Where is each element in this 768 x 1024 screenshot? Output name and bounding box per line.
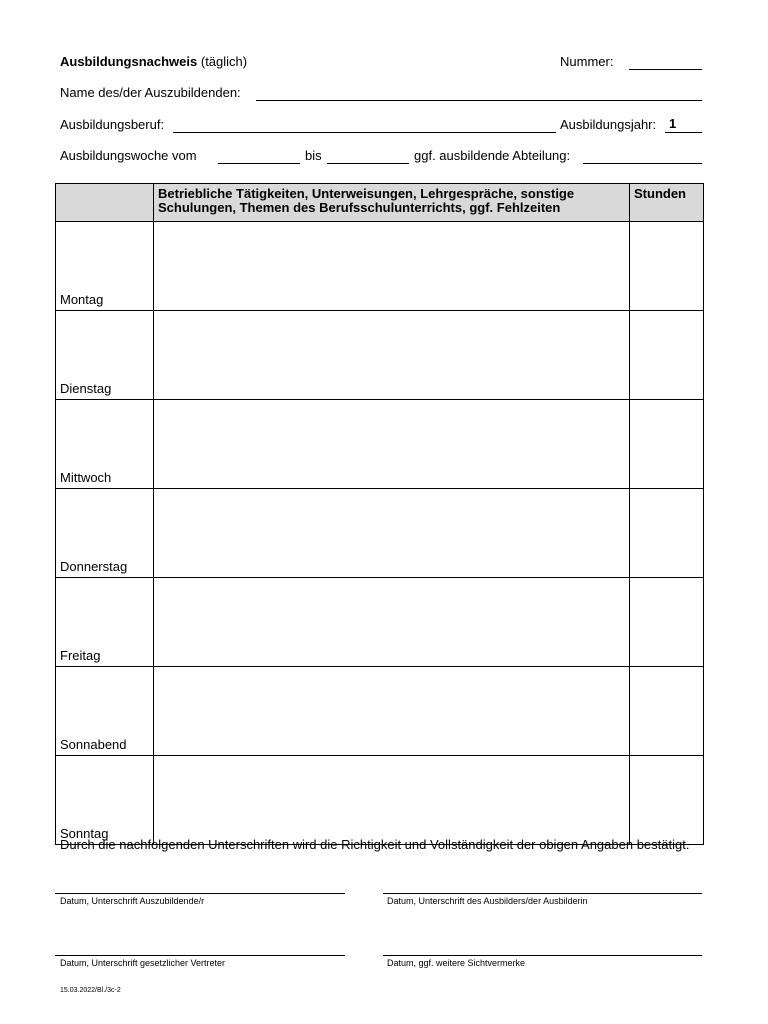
activities-cell[interactable] [154, 489, 630, 578]
jahr-value: 1 [669, 116, 677, 131]
name-field[interactable] [256, 100, 702, 101]
day-label: Freitag [56, 578, 154, 667]
woche-label: Ausbildungswoche vom [60, 148, 197, 163]
activities-cell[interactable] [154, 756, 630, 845]
header-day [56, 184, 154, 222]
day-label: Sonntag [56, 756, 154, 845]
hours-cell[interactable] [630, 667, 704, 756]
table-row [56, 222, 704, 311]
hours-cell[interactable] [630, 311, 704, 400]
activities-cell[interactable] [154, 400, 630, 489]
day-label: Sonnabend [56, 667, 154, 756]
day-label: Donnerstag [56, 489, 154, 578]
nummer-field[interactable] [629, 69, 702, 70]
jahr-label: Ausbildungsjahr: [560, 117, 657, 132]
table-row [56, 667, 704, 756]
abteilung-label: ggf. ausbildende Abteilung: [414, 148, 571, 163]
form-title-bold: Ausbildungsnachweis [60, 54, 198, 69]
table-row [56, 578, 704, 667]
day-label: Mittwoch [56, 400, 154, 489]
hours-cell[interactable] [630, 756, 704, 845]
form-title [60, 54, 247, 69]
beruf-field[interactable] [173, 132, 556, 133]
signature-label-guardian: Datum, Unterschrift gesetzlicher Vertreter [60, 958, 226, 968]
hours-cell[interactable] [630, 400, 704, 489]
day-label: Montag [56, 222, 154, 311]
table-row [56, 756, 704, 845]
hours-cell[interactable] [630, 222, 704, 311]
header-activities: Betriebliche Tätigkeiten, Unterweisungen, Lehrgespräche, sonstige Schulungen, Themen des Berufsschulunterrichts, ggf. Fehlzeiten [154, 184, 630, 222]
beruf-label: Ausbildungsberuf: [60, 117, 165, 132]
name-label: Name des/der Auszubildenden: [60, 85, 241, 100]
signature-label-other: Datum, ggf. weitere Sichtvermerke [387, 958, 526, 968]
table-row [56, 489, 704, 578]
signature-line-trainee[interactable] [55, 893, 345, 894]
table-header-row [56, 184, 704, 222]
activities-cell[interactable] [154, 311, 630, 400]
table-row [56, 311, 704, 400]
confirmation-text: Durch die nachfolgenden Unterschriften wird die Richtigkeit und Vollständigkeit der obigen Angaben bestätigt. [60, 837, 690, 852]
table-row [56, 400, 704, 489]
signature-line-guardian[interactable] [55, 955, 345, 956]
activities-cell[interactable] [154, 578, 630, 667]
form-title-suffix: (täglich) [197, 54, 248, 69]
woche-to-field[interactable] [327, 163, 409, 164]
signature-line-trainer[interactable] [383, 893, 702, 894]
jahr-field[interactable] [665, 132, 702, 133]
form-code: 15.03.2022/Bl./3c-2 [60, 987, 121, 994]
day-label: Dienstag [56, 311, 154, 400]
daily-log-table [55, 183, 704, 845]
header-hours: Stunden [630, 184, 704, 222]
signature-line-other[interactable] [383, 955, 702, 956]
woche-from-field[interactable] [218, 163, 300, 164]
signature-label-trainee: Datum, Unterschrift Auszubildende/r [60, 896, 205, 906]
hours-cell[interactable] [630, 578, 704, 667]
abteilung-field[interactable] [583, 163, 702, 164]
activities-cell[interactable] [154, 222, 630, 311]
bis-label: bis [305, 148, 322, 163]
signature-label-trainer: Datum, Unterschrift des Ausbilders/der Ausbilderin [387, 896, 588, 906]
nummer-label: Nummer: [560, 54, 614, 69]
hours-cell[interactable] [630, 489, 704, 578]
activities-cell[interactable] [154, 667, 630, 756]
